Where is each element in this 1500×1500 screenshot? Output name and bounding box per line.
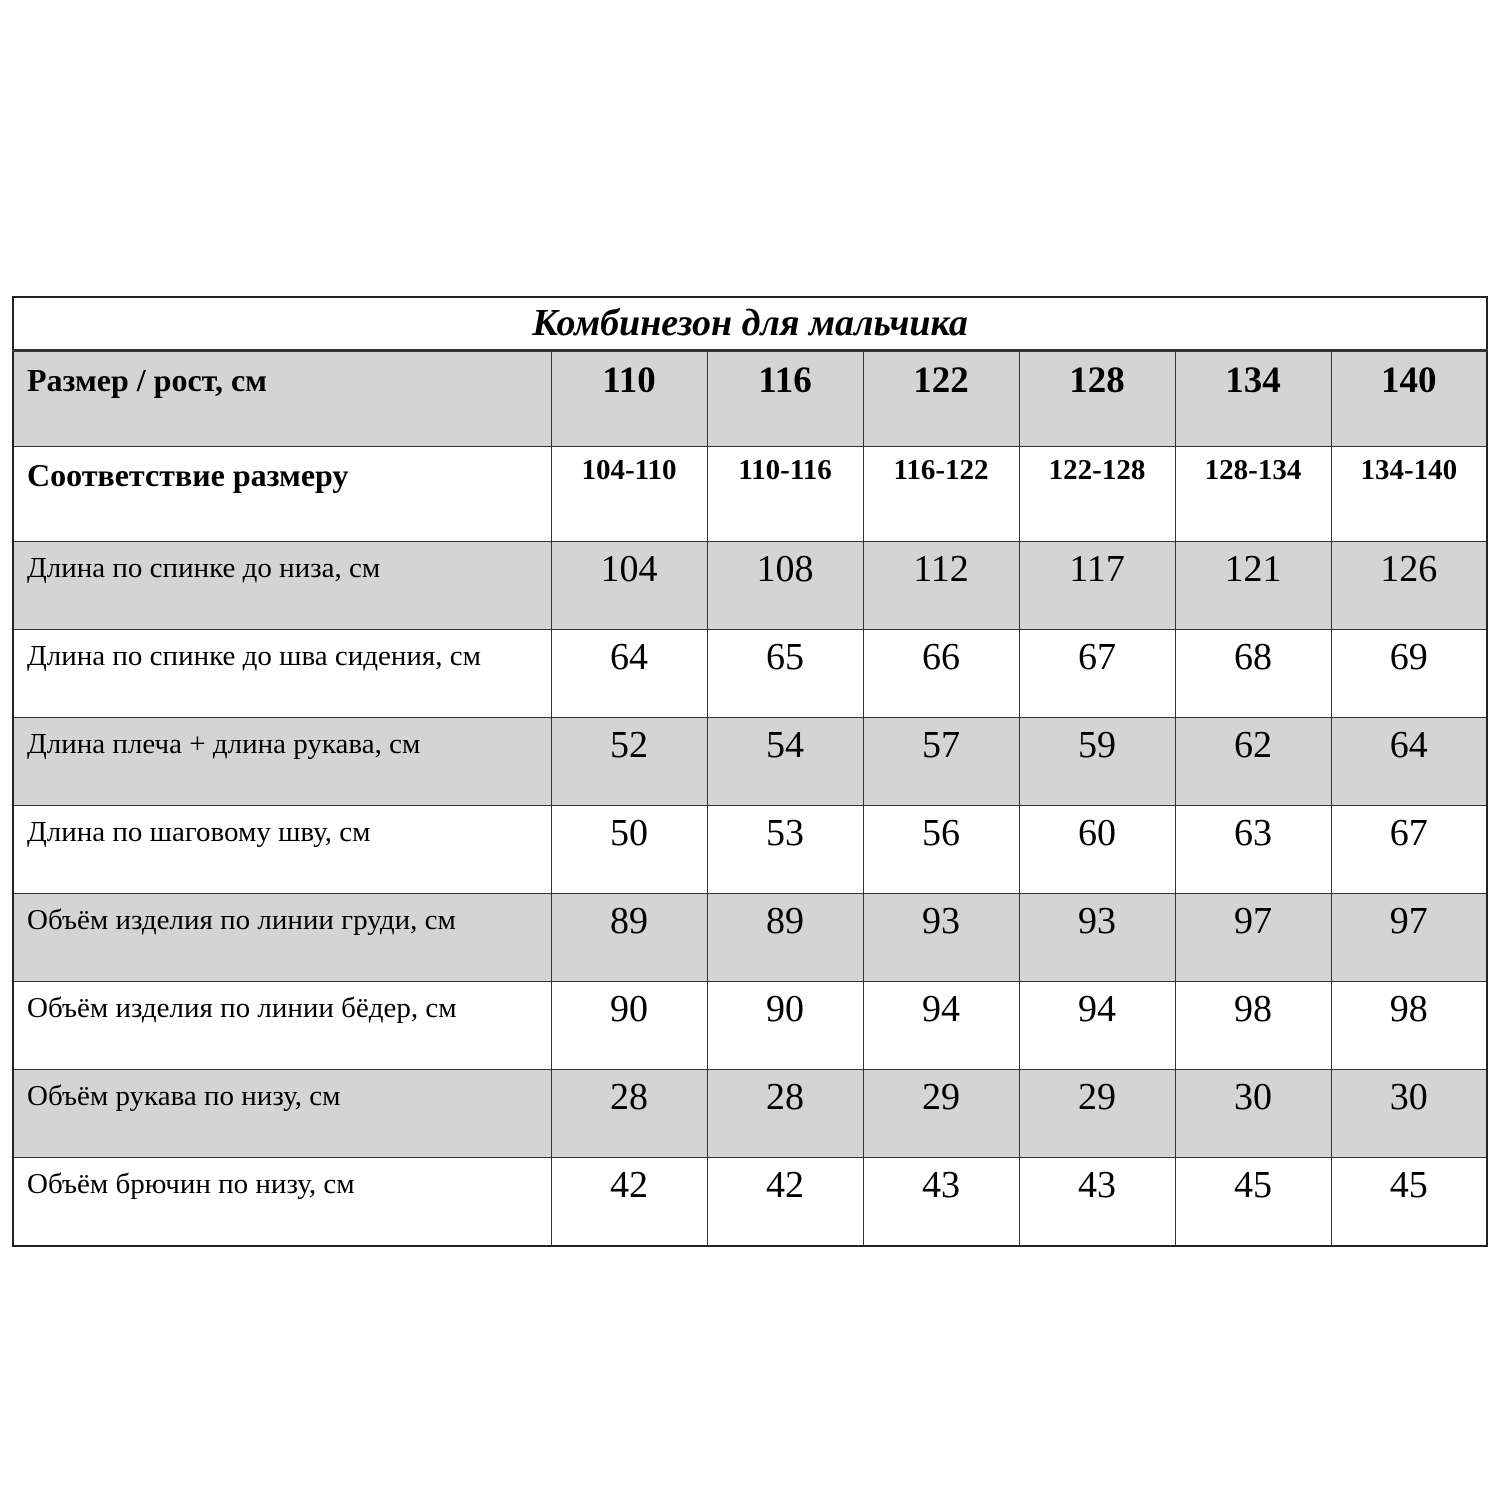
value-cell: 66 (863, 630, 1019, 718)
row-label: Размер / рост, см (13, 351, 551, 447)
range-cell: 104-110 (551, 447, 707, 542)
size-cell: 110 (551, 351, 707, 447)
value-cell: 28 (551, 1070, 707, 1158)
row-label: Длина по спинке до шва сидения, см (13, 630, 551, 718)
value-cell: 117 (1019, 542, 1175, 630)
value-cell: 28 (707, 1070, 863, 1158)
row-label: Длина по шаговому шву, см (13, 806, 551, 894)
value-cell: 67 (1331, 806, 1487, 894)
row-label: Объём брючин по низу, см (13, 1158, 551, 1247)
value-cell: 50 (551, 806, 707, 894)
range-cell: 110-116 (707, 447, 863, 542)
value-cell: 45 (1175, 1158, 1331, 1247)
value-cell: 42 (551, 1158, 707, 1247)
table-row (13, 1158, 1487, 1247)
value-cell: 52 (551, 718, 707, 806)
table-row-correspondence (13, 447, 1487, 542)
table-row (13, 718, 1487, 806)
value-cell: 90 (707, 982, 863, 1070)
value-cell: 43 (1019, 1158, 1175, 1247)
value-cell: 90 (551, 982, 707, 1070)
value-cell: 29 (863, 1070, 1019, 1158)
value-cell: 97 (1175, 894, 1331, 982)
value-cell: 93 (863, 894, 1019, 982)
value-cell: 89 (707, 894, 863, 982)
value-cell: 67 (1019, 630, 1175, 718)
value-cell: 60 (1019, 806, 1175, 894)
size-cell: 128 (1019, 351, 1175, 447)
value-cell: 97 (1331, 894, 1487, 982)
value-cell: 42 (707, 1158, 863, 1247)
range-cell: 128-134 (1175, 447, 1331, 542)
table-title: Комбинезон для мальчика (13, 297, 1487, 351)
size-cell: 140 (1331, 351, 1487, 447)
range-cell: 134-140 (1331, 447, 1487, 542)
table-row (13, 630, 1487, 718)
value-cell: 112 (863, 542, 1019, 630)
value-cell: 59 (1019, 718, 1175, 806)
value-cell: 69 (1331, 630, 1487, 718)
table-row (13, 1070, 1487, 1158)
value-cell: 93 (1019, 894, 1175, 982)
value-cell: 54 (707, 718, 863, 806)
table-row (13, 894, 1487, 982)
range-cell: 122-128 (1019, 447, 1175, 542)
value-cell: 57 (863, 718, 1019, 806)
value-cell: 65 (707, 630, 863, 718)
table-row-size (13, 351, 1487, 447)
size-table (12, 296, 1488, 1247)
row-label: Объём изделия по линии груди, см (13, 894, 551, 982)
value-cell: 121 (1175, 542, 1331, 630)
row-label: Объём изделия по линии бёдер, см (13, 982, 551, 1070)
value-cell: 89 (551, 894, 707, 982)
value-cell: 30 (1175, 1070, 1331, 1158)
value-cell: 53 (707, 806, 863, 894)
value-cell: 30 (1331, 1070, 1487, 1158)
value-cell: 43 (863, 1158, 1019, 1247)
value-cell: 29 (1019, 1070, 1175, 1158)
table-row (13, 806, 1487, 894)
table-row (13, 542, 1487, 630)
size-cell: 134 (1175, 351, 1331, 447)
value-cell: 64 (1331, 718, 1487, 806)
value-cell: 64 (551, 630, 707, 718)
table-row (13, 982, 1487, 1070)
value-cell: 98 (1331, 982, 1487, 1070)
value-cell: 68 (1175, 630, 1331, 718)
size-cell: 116 (707, 351, 863, 447)
size-cell: 122 (863, 351, 1019, 447)
row-label: Длина по спинке до низа, см (13, 542, 551, 630)
value-cell: 104 (551, 542, 707, 630)
row-label: Длина плеча + длина рукава, см (13, 718, 551, 806)
row-label: Соответствие размеру (13, 447, 551, 542)
row-label: Объём рукава по низу, см (13, 1070, 551, 1158)
value-cell: 45 (1331, 1158, 1487, 1247)
range-cell: 116-122 (863, 447, 1019, 542)
value-cell: 126 (1331, 542, 1487, 630)
value-cell: 108 (707, 542, 863, 630)
value-cell: 98 (1175, 982, 1331, 1070)
value-cell: 94 (863, 982, 1019, 1070)
value-cell: 62 (1175, 718, 1331, 806)
value-cell: 94 (1019, 982, 1175, 1070)
value-cell: 56 (863, 806, 1019, 894)
value-cell: 63 (1175, 806, 1331, 894)
